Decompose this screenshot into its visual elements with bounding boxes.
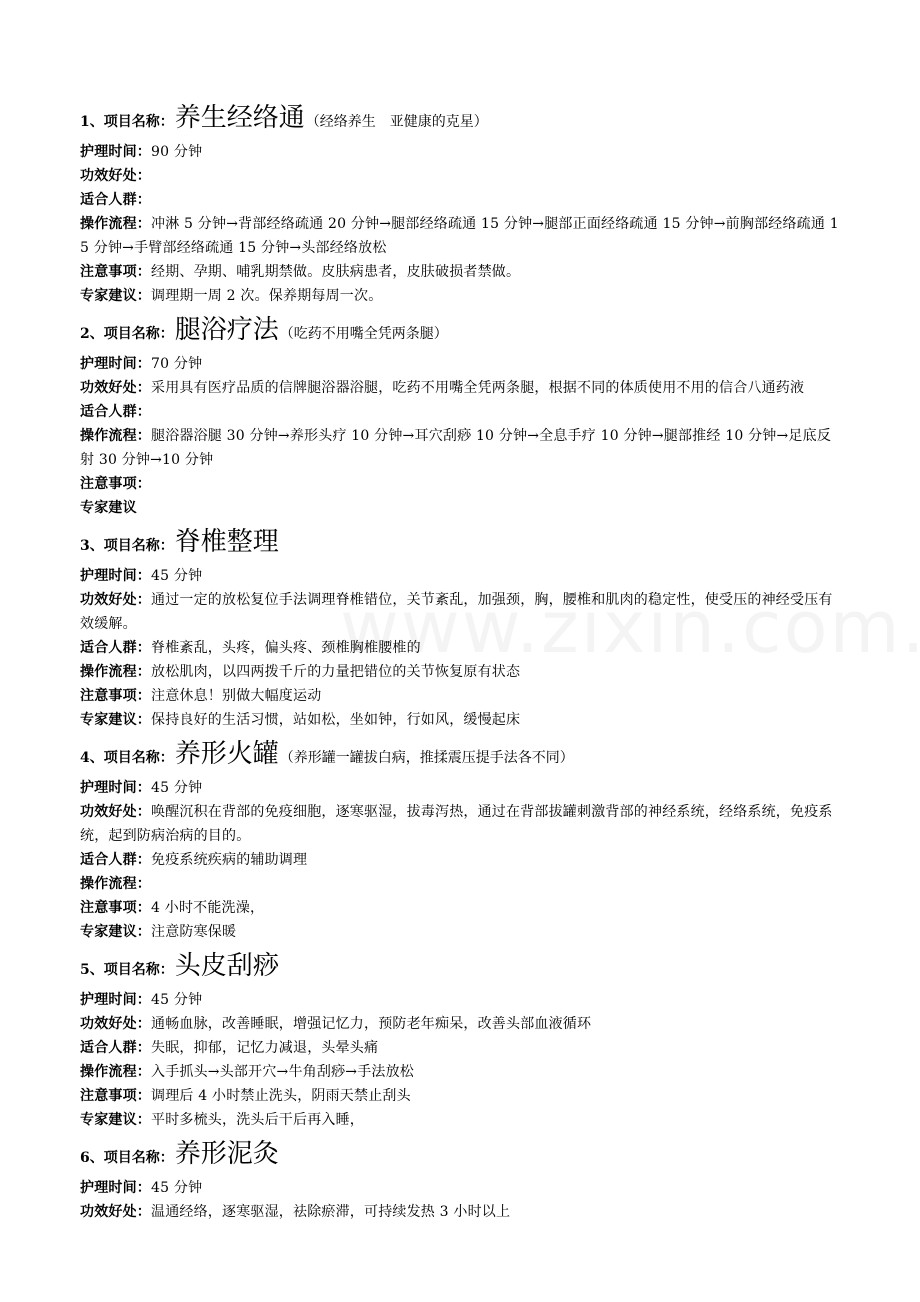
field-value: 入手抓头→头部开穴→牛角刮痧→手法放松 [151,1064,414,1080]
field-line [80,708,845,732]
field-label: 专家建议 [80,500,137,516]
field-label: 专家建议： [80,1112,151,1128]
project-subtitle: （养形罐一罐拔白病，推揉震压提手法各不同） [279,750,574,766]
field-value: 45 分钟 [151,992,203,1008]
field-label: 操作流程： [80,876,151,892]
field-label: 功效好处： [80,1204,151,1220]
field-label: 注意事项： [80,264,151,280]
field-line [80,660,845,684]
field-line [80,1084,845,1108]
field-line [80,896,845,920]
field-value: 唤醒沉积在背部的免疫细胞，逐寒驱湿，拔毒泻热，通过在背部拔罐刺激背部的神经系统，经络系统，免疫系统，起到防病治病的目的。 [80,804,833,844]
field-value: 脊椎紊乱，头疼，偏头疼、颈椎胸椎腰椎的 [151,640,421,656]
field-line [80,376,845,400]
field-value: 通过一定的放松复位手法调理脊椎错位，关节紊乱，加强颈，胸，腰椎和肌肉的稳定性，使受压的神经受压有效缓解。 [80,592,833,632]
project-section [80,520,845,732]
field-label: 护理时间： [80,568,151,584]
field-line [80,424,845,472]
project-subtitle: （经络养生 亚健康的克星） [305,114,488,130]
field-value: 冲淋 5 分钟→背部经络疏通 20 分钟→腿部经络疏通 15 分钟→腿部正面经络疏通 15 分钟→前胸部经络疏通 15 分钟→手臂部经络疏通 15 分钟→头部经络放松 [80,216,839,256]
project-title: 头皮刮痧 [174,951,279,981]
field-value: 注意防寒保暖 [151,924,237,940]
field-label: 专家建议： [80,288,151,304]
field-line [80,1036,845,1060]
project-section [80,96,845,308]
project-section [80,732,845,944]
field-line [80,188,845,212]
field-value: 90 分钟 [151,144,203,160]
project-section [80,944,845,1132]
field-value: 失眠，抑郁，记忆力减退，头晕头痛 [151,1040,379,1056]
field-label: 适合人群： [80,1040,151,1056]
project-title: 养形泥灸 [174,1139,279,1169]
field-line [80,588,845,636]
field-line [80,684,845,708]
project-number-label: 6、项目名称： [80,1150,174,1166]
field-label: 专家建议： [80,924,151,940]
field-value: 45 分钟 [151,568,203,584]
field-label: 操作流程： [80,1064,151,1080]
project-title: 养形火罐 [174,739,279,769]
field-label: 操作流程： [80,216,151,232]
field-label: 功效好处： [80,592,151,608]
project-number-label: 3、项目名称： [80,538,174,554]
project-heading [80,944,845,988]
field-value: 腿浴器浴腿 30 分钟→养形头疗 10 分钟→耳穴刮痧 10 分钟→全息手疗 10 分钟→腿部推经 10 分钟→足底反射 30 分钟→10 分钟 [80,428,832,468]
field-label: 操作流程： [80,664,151,680]
field-label: 适合人群： [80,404,151,420]
field-label: 护理时间： [80,992,151,1008]
field-line [80,1200,845,1224]
field-line [80,1108,845,1132]
field-line [80,1012,845,1036]
field-line [80,260,845,284]
field-line [80,564,845,588]
field-label: 适合人群： [80,640,151,656]
field-label: 护理时间： [80,356,151,372]
field-value: 4 小时不能洗澡， [151,900,265,916]
field-value: 放松肌肉，以四两拨千斤的力量把错位的关节恢复原有状态 [151,664,521,680]
project-number-label: 4、项目名称： [80,750,174,766]
project-heading [80,732,845,776]
field-line [80,872,845,896]
field-value: 调理期一周 2 次。保养期每周一次。 [151,288,383,304]
field-label: 操作流程： [80,428,151,444]
field-line [80,988,845,1012]
field-line [80,1176,845,1200]
field-line [80,636,845,660]
project-heading [80,308,845,352]
field-label: 注意事项： [80,688,151,704]
field-value: 45 分钟 [151,780,203,796]
field-value: 调理后 4 小时禁止洗头，阴雨天禁止刮头 [151,1088,411,1104]
field-label: 专家建议： [80,712,151,728]
field-value: 温通经络，逐寒驱湿，祛除瘀滞，可持续发热 3 小时以上 [151,1204,511,1220]
field-label: 注意事项： [80,1088,151,1104]
field-line [80,212,845,260]
field-value: 采用具有医疗品质的信牌腿浴器浴腿，吃药不用嘴全凭两条腿，根据不同的体质使用不用的信合八通药液 [151,380,805,396]
field-value: 70 分钟 [151,356,203,372]
project-title: 养生经络通 [174,103,305,133]
field-label: 适合人群： [80,852,151,868]
project-section [80,1132,845,1224]
field-value: 平时多梳头，洗头后干后再入睡， [151,1112,364,1128]
field-line [80,284,845,308]
field-line [80,400,845,424]
field-label: 注意事项： [80,476,151,492]
field-label: 功效好处： [80,804,151,820]
project-heading [80,1132,845,1176]
project-title: 脊椎整理 [174,527,279,557]
field-line [80,472,845,496]
field-value: 免疫系统疾病的辅助调理 [151,852,308,868]
field-value: 通畅血脉，改善睡眠，增强记忆力，预防老年痴呆，改善头部血液循环 [151,1016,592,1032]
field-value: 经期、孕期、哺乳期禁做。皮肤病患者，皮肤破损者禁做。 [151,264,521,280]
field-label: 功效好处： [80,1016,151,1032]
field-label: 护理时间： [80,144,151,160]
project-heading [80,520,845,564]
project-section [80,308,845,520]
field-value: 保持良好的生活习惯，站如松，坐如钟，行如风，缓慢起床 [151,712,521,728]
field-label: 功效好处： [80,168,151,184]
field-label: 适合人群： [80,192,151,208]
field-label: 护理时间： [80,780,151,796]
field-line [80,1060,845,1084]
field-label: 功效好处： [80,380,151,396]
field-line [80,352,845,376]
field-label: 注意事项： [80,900,151,916]
field-line [80,848,845,872]
field-line [80,800,845,848]
project-title: 腿浴疗法 [174,315,279,345]
field-line [80,164,845,188]
field-line [80,496,845,520]
field-value: 注意休息！别做大幅度运动 [151,688,322,704]
project-number-label: 5、项目名称： [80,962,174,978]
project-subtitle: （吃药不用嘴全凭两条腿） [279,326,448,342]
document-body [80,96,845,1224]
field-line [80,920,845,944]
field-value: 45 分钟 [151,1180,203,1196]
field-label: 护理时间： [80,1180,151,1196]
project-number-label: 2、项目名称： [80,326,174,342]
project-number-label: 1、项目名称： [80,114,174,130]
project-heading [80,96,845,140]
